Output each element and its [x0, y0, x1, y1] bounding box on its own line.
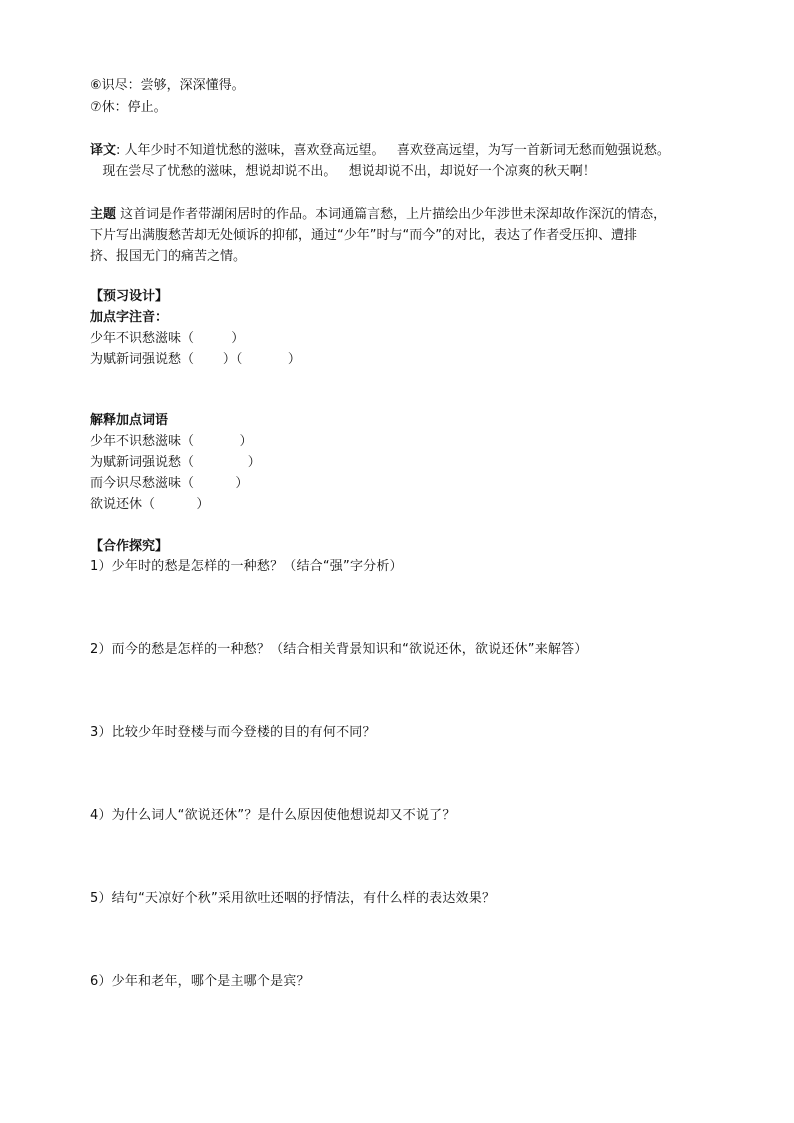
pinyin-item-2: 为赋新词强说愁（ ）（ ）	[90, 352, 301, 367]
pinyin-item-1: 少年不识愁滋味（ ）	[90, 331, 245, 346]
theme-line-1	[90, 207, 666, 223]
cooperation-heading: 【合作探究】	[90, 539, 169, 554]
translation-line-1	[90, 143, 670, 159]
question-4: 4）为什么词人“欲说还休”？是什么原因使他想说却又不说了？	[90, 808, 456, 823]
explain-item-1: 少年不识愁滋味（ ）	[90, 434, 253, 449]
theme-line-3: 挤、报国无门的痛苦之情。	[90, 249, 247, 264]
translation-text-1: : 人年少时不知道忧愁的滋味，喜欢登高远望。 喜欢登高远望，为写一首新词无愁而勉强说愁。	[116, 143, 670, 158]
question-6: 6）少年和老年，哪个是主哪个是宾？	[90, 974, 310, 989]
question-2: 2）而今的愁是怎样的一种愁？（结合相关背景知识和“欲说还休，欲说还休”来解答）	[90, 642, 588, 657]
note-7: ⑦休：停止。	[90, 100, 167, 115]
translation-label: 译文	[90, 143, 117, 158]
question-3: 3）比较少年时登楼与而今登楼的目的有何不同？	[90, 725, 376, 740]
theme-text-1: 这首词是作者带湖闲居时的作品。本词通篇言愁，上片描绘出少年涉世未深却故作深沉的情态，	[116, 207, 667, 222]
theme-line-2: 下片写出满腹愁苦却无处倾诉的抑郁，通过“少年”时与“而今”的对比，表达了作者受压抑、遭排	[90, 228, 637, 243]
explain-item-2: 为赋新词强说愁（ ）	[90, 455, 261, 470]
explain-item-3: 而今识尽愁滋味（ ）	[90, 476, 249, 491]
preview-heading: 【预习设计】	[90, 289, 169, 304]
theme-label: 主题	[90, 207, 117, 222]
explain-title: 解释加点词语	[90, 413, 169, 428]
pinyin-title: 加点字注音：	[90, 310, 169, 325]
question-1: 1）少年时的愁是怎样的一种愁？（结合“强”字分析）	[90, 559, 403, 574]
explain-item-4: 欲说还休（ ）	[90, 497, 210, 512]
translation-line-2: 现在尝尽了忧愁的滋味，想说却说不出。 想说却说不出，却说好一个凉爽的秋天啊！	[90, 164, 596, 179]
note-6: ⑥识尽：尝够，深深懂得。	[90, 78, 245, 93]
question-5: 5）结句“天凉好个秋”采用欲吐还咽的抒情法，有什么样的表达效果？	[90, 891, 496, 906]
